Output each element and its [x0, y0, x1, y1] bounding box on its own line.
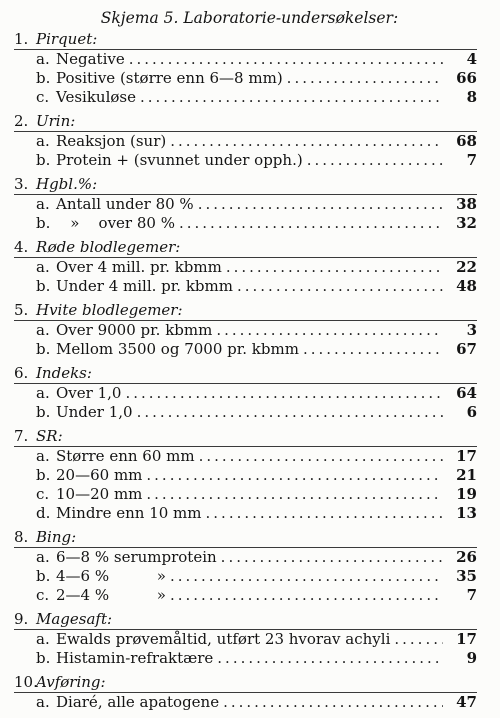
section-heading — [14, 30, 477, 50]
dot-leader — [198, 195, 443, 214]
section-number: 4. — [14, 238, 29, 256]
dot-leader — [125, 384, 443, 403]
item-text: 4—6 % » — [56, 567, 166, 585]
item-text: 6—8 % serumprotein — [56, 548, 217, 566]
section — [14, 610, 477, 668]
item-letter: a. — [36, 693, 50, 711]
section-heading — [14, 175, 477, 195]
item-value: 64 — [456, 384, 477, 402]
section — [14, 673, 477, 712]
dot-leader — [129, 50, 443, 69]
section-number: 6. — [14, 364, 29, 382]
list-item — [14, 403, 477, 422]
item-letter: b. — [36, 69, 51, 87]
section-title: Pirquet: — [36, 30, 98, 48]
dot-leader — [199, 447, 443, 466]
dot-leader — [223, 693, 443, 712]
dot-leader — [307, 151, 443, 170]
dot-leader — [146, 485, 443, 504]
list-item — [14, 50, 477, 69]
item-text: Over 4 mill. pr. kbmm — [56, 258, 222, 276]
item-letter: b. — [36, 151, 51, 169]
item-letter: b. — [36, 214, 51, 232]
list-item — [14, 447, 477, 466]
list-item — [14, 214, 477, 233]
section-heading — [14, 112, 477, 132]
section-number: 7. — [14, 427, 29, 445]
list-item — [14, 88, 477, 107]
item-value: 7 — [466, 586, 477, 604]
dot-leader — [170, 567, 443, 586]
item-text: Mindre enn 10 mm — [56, 504, 202, 522]
dot-leader — [170, 586, 443, 605]
item-letter: c. — [36, 485, 50, 503]
section-heading — [14, 673, 477, 693]
item-text: » over 80 % — [56, 214, 175, 232]
section-number: 3. — [14, 175, 29, 193]
dot-leader — [179, 214, 443, 233]
item-value: 22 — [456, 258, 477, 276]
section-heading — [14, 528, 477, 548]
dot-leader — [170, 132, 443, 151]
item-value: 47 — [456, 693, 477, 711]
item-letter: a. — [36, 384, 50, 402]
section-title: Urin: — [36, 112, 76, 130]
item-text: Mellom 3500 og 7000 pr. kbmm — [56, 340, 299, 358]
section-number: 8. — [14, 528, 29, 546]
item-value: 7 — [466, 151, 477, 169]
list-item — [14, 548, 477, 567]
item-value: 68 — [456, 132, 477, 150]
item-text: 20—60 mm — [56, 466, 143, 484]
item-text: Ewalds prøvemåltid, utført 23 hvorav achyli — [56, 630, 391, 648]
section-number: 5. — [14, 301, 29, 319]
item-value: 17 — [456, 630, 477, 648]
dot-leader — [140, 88, 443, 107]
section-number: 2. — [14, 112, 29, 130]
page-title: Skjema 5. Laboratorie-undersøkelser: — [100, 9, 399, 27]
list-item — [14, 586, 477, 605]
dot-leader — [221, 548, 443, 567]
item-letter: b. — [36, 340, 51, 358]
section — [14, 175, 477, 233]
section-title: Røde blodlegemer: — [36, 238, 181, 256]
item-text: Diaré, alle apatogene — [56, 693, 220, 711]
dot-leader — [206, 504, 443, 523]
item-letter: c. — [36, 586, 50, 604]
item-value: 32 — [456, 214, 477, 232]
item-value: 48 — [456, 277, 477, 295]
section — [14, 427, 477, 523]
item-value: 9 — [466, 649, 477, 667]
list-item — [14, 132, 477, 151]
item-letter: b. — [36, 649, 51, 667]
item-value: 67 — [456, 340, 477, 358]
list-item — [14, 693, 477, 712]
item-text: 2—4 % » — [56, 586, 166, 604]
list-item — [14, 466, 477, 485]
section-heading — [14, 427, 477, 447]
list-item — [14, 321, 477, 340]
list-item — [14, 504, 477, 523]
item-letter: a. — [36, 50, 50, 68]
item-value: 38 — [456, 195, 477, 213]
item-value: 4 — [466, 50, 477, 68]
item-text: Antall under 80 % — [56, 195, 194, 213]
dot-leader — [217, 649, 443, 668]
list-item — [14, 340, 477, 359]
item-value: 21 — [456, 466, 477, 484]
item-letter: d. — [36, 504, 51, 522]
section-title: SR: — [36, 427, 63, 445]
item-letter: c. — [36, 88, 50, 106]
item-value: 19 — [456, 485, 477, 503]
item-value: 8 — [466, 88, 477, 106]
item-letter: a. — [36, 548, 50, 566]
item-letter: a. — [36, 630, 50, 648]
item-letter: a. — [36, 447, 50, 465]
section-heading — [14, 301, 477, 321]
section-title: Indeks: — [36, 364, 92, 382]
item-value: 13 — [456, 504, 477, 522]
section-title: Hvite blodlegemer: — [36, 301, 183, 319]
section-heading — [14, 610, 477, 630]
item-value: 6 — [466, 403, 477, 421]
item-text: Under 4 mill. pr. kbmm — [56, 277, 233, 295]
list-item — [14, 277, 477, 296]
item-letter: a. — [36, 258, 50, 276]
section — [14, 364, 477, 422]
item-value: 17 — [456, 447, 477, 465]
list-item — [14, 195, 477, 214]
section-title: Magesaft: — [36, 610, 113, 628]
section-number: 1. — [14, 30, 29, 48]
item-letter: a. — [36, 195, 50, 213]
dot-leader — [146, 466, 443, 485]
item-text: Reaksjon (sur) — [56, 132, 167, 150]
list-item — [14, 649, 477, 668]
item-letter: b. — [36, 567, 51, 585]
section — [14, 238, 477, 296]
dot-leader — [394, 630, 443, 649]
dot-leader — [216, 321, 443, 340]
item-letter: b. — [36, 277, 51, 295]
section — [14, 301, 477, 359]
item-letter: a. — [36, 321, 50, 339]
item-text: Protein + (svunnet under opph.) — [56, 151, 303, 169]
list-item — [14, 384, 477, 403]
list-item — [14, 151, 477, 170]
item-text: Histamin-refraktære — [56, 649, 214, 667]
section-title: Avføring: — [36, 673, 106, 691]
list-item — [14, 567, 477, 586]
list-item — [14, 485, 477, 504]
section — [14, 112, 477, 170]
item-text: Over 1,0 — [56, 384, 122, 402]
item-value: 66 — [456, 69, 477, 87]
dot-leader — [137, 403, 443, 422]
item-text: Over 9000 pr. kbmm — [56, 321, 213, 339]
section-title: Bing: — [36, 528, 77, 546]
item-value: 26 — [456, 548, 477, 566]
item-text: Positive (større enn 6—8 mm) — [56, 69, 283, 87]
sections-list — [14, 30, 477, 712]
item-value: 3 — [466, 321, 477, 339]
item-letter: a. — [36, 132, 50, 150]
list-item — [14, 630, 477, 649]
section — [14, 528, 477, 605]
item-text: Vesikuløse — [56, 88, 136, 106]
section — [14, 30, 477, 107]
item-text: Negative — [56, 50, 125, 68]
dot-leader — [287, 69, 443, 88]
dot-leader — [226, 258, 443, 277]
list-item — [14, 69, 477, 88]
item-letter: b. — [36, 403, 51, 421]
item-text: Større enn 60 mm — [56, 447, 195, 465]
section-title: Hgbl.%: — [36, 175, 98, 193]
section-heading — [14, 364, 477, 384]
item-text: Under 1,0 — [56, 403, 133, 421]
item-text: 10—20 mm — [56, 485, 143, 503]
dot-leader — [237, 277, 443, 296]
section-number: 9. — [14, 610, 29, 628]
list-item — [14, 258, 477, 277]
item-value: 35 — [456, 567, 477, 585]
section-heading — [14, 238, 477, 258]
section-number: 10. — [14, 673, 38, 691]
dot-leader — [303, 340, 443, 359]
item-letter: b. — [36, 466, 51, 484]
